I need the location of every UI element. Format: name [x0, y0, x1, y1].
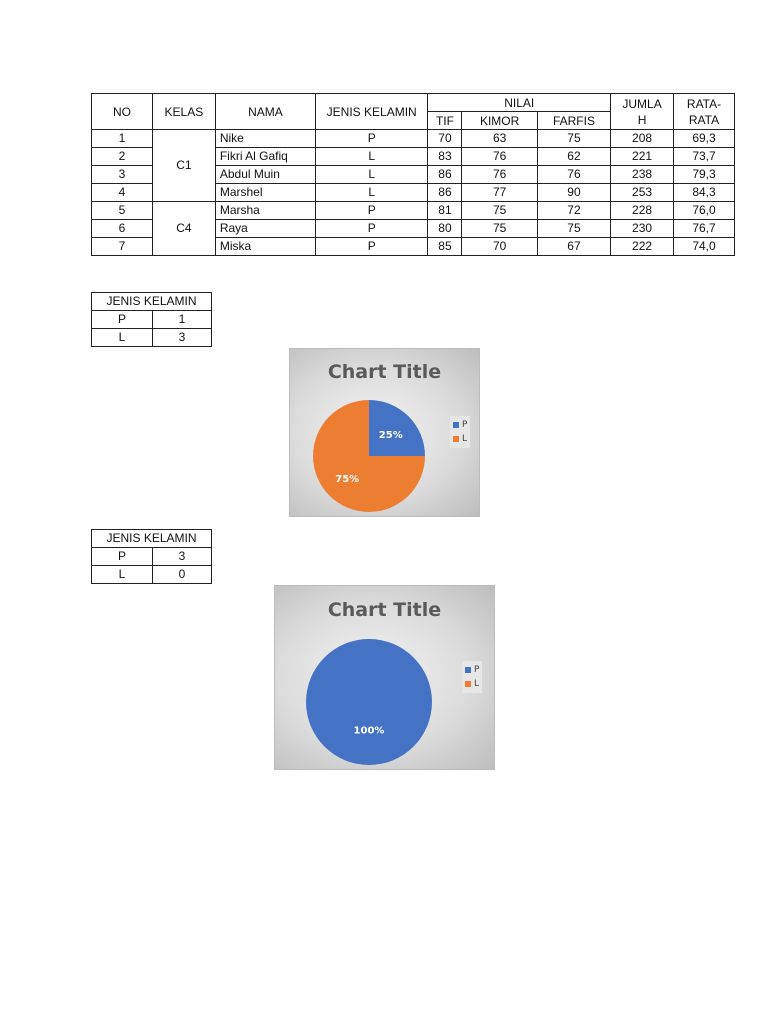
legend-label: L — [462, 434, 468, 444]
cell-nama: Marshel — [215, 184, 315, 202]
cell-nama: Nike — [215, 130, 315, 148]
cell-no: 7 — [92, 238, 153, 256]
legend-entry — [465, 677, 479, 691]
cell-farfis: 75 — [537, 220, 610, 238]
pie-data-label: 100% — [353, 725, 385, 737]
cell-rata-rata: 79,3 — [674, 166, 735, 184]
legend-label: P — [474, 665, 480, 675]
cell-nama: Raya — [215, 220, 315, 238]
cell-kimor: 76 — [462, 166, 537, 184]
summary-value: 3 — [153, 329, 212, 347]
cell-kimor: 75 — [462, 202, 537, 220]
summary-row — [92, 566, 212, 584]
cell-rata-rata: 76,0 — [674, 202, 735, 220]
legend-entry — [453, 432, 467, 446]
table-row — [92, 130, 735, 148]
cell-rata-rata: 76,7 — [674, 220, 735, 238]
summary-header: JENIS KELAMIN — [92, 293, 212, 311]
cell-farfis: 67 — [537, 238, 610, 256]
cell-kimor: 63 — [462, 130, 537, 148]
legend-swatch — [453, 422, 459, 428]
cell-no: 4 — [92, 184, 153, 202]
cell-nama: Fikri Al Gafiq — [215, 148, 315, 166]
cell-tif: 83 — [428, 148, 462, 166]
cell-jenis-kelamin: P — [315, 220, 427, 238]
summary-label: L — [92, 329, 153, 347]
cell-nama: Abdul Muin — [215, 166, 315, 184]
header-tif: TIF — [428, 112, 462, 130]
header-nama: NAMA — [215, 94, 315, 130]
cell-tif: 81 — [428, 202, 462, 220]
summary-value: 1 — [153, 311, 212, 329]
cell-jumlah: 253 — [611, 184, 674, 202]
cell-kimor: 75 — [462, 220, 537, 238]
cell-no: 3 — [92, 166, 153, 184]
cell-jenis-kelamin: P — [315, 202, 427, 220]
cell-kimor: 76 — [462, 148, 537, 166]
header-farfis: FARFIS — [537, 112, 610, 130]
cell-rata-rata: 74,0 — [674, 238, 735, 256]
cell-kelas: C1 — [152, 130, 215, 202]
header-kimor: KIMOR — [462, 112, 537, 130]
pie-chart-1[interactable] — [289, 348, 480, 517]
cell-jenis-kelamin: P — [315, 238, 427, 256]
chart-legend — [462, 661, 482, 693]
header-jumlah: JUMLA H — [611, 94, 674, 130]
cell-farfis: 90 — [537, 184, 610, 202]
header-jenis-kelamin: JENIS KELAMIN — [315, 94, 427, 130]
cell-jumlah: 208 — [611, 130, 674, 148]
cell-no: 1 — [92, 130, 153, 148]
cell-jumlah: 221 — [611, 148, 674, 166]
chart-title: Chart Title — [327, 361, 442, 383]
cell-tif: 86 — [428, 184, 462, 202]
legend-swatch — [465, 681, 471, 687]
pie-slice-p[interactable] — [369, 400, 425, 456]
chart-title: Chart Title — [327, 599, 442, 621]
cell-farfis: 72 — [537, 202, 610, 220]
cell-farfis: 76 — [537, 166, 610, 184]
legend-swatch — [453, 436, 459, 442]
pie-slice-p[interactable] — [306, 639, 432, 765]
cell-rata-rata: 69,3 — [674, 130, 735, 148]
cell-rata-rata: 84,3 — [674, 184, 735, 202]
legend-label: L — [474, 679, 480, 689]
header-nilai: NILAI — [428, 94, 611, 112]
cell-tif: 70 — [428, 130, 462, 148]
cell-kelas: C4 — [152, 202, 215, 256]
cell-jumlah: 230 — [611, 220, 674, 238]
cell-jenis-kelamin: P — [315, 130, 427, 148]
header-no: NO — [92, 94, 153, 130]
pie-data-label: 75% — [335, 473, 360, 485]
cell-jumlah: 222 — [611, 238, 674, 256]
summary-value: 0 — [153, 566, 212, 584]
pie-chart-2[interactable] — [274, 585, 495, 770]
summary-row — [92, 548, 212, 566]
cell-jenis-kelamin: L — [315, 148, 427, 166]
legend-swatch — [465, 667, 471, 673]
cell-nama: Marsha — [215, 202, 315, 220]
cell-nama: Miska — [215, 238, 315, 256]
cell-jenis-kelamin: L — [315, 184, 427, 202]
legend-entry — [453, 418, 467, 432]
summary-header: JENIS KELAMIN — [92, 530, 212, 548]
summary-value: 3 — [153, 548, 212, 566]
cell-jumlah: 228 — [611, 202, 674, 220]
cell-farfis: 62 — [537, 148, 610, 166]
summary-row — [92, 329, 212, 347]
cell-tif: 86 — [428, 166, 462, 184]
cell-kimor: 77 — [462, 184, 537, 202]
cell-tif: 85 — [428, 238, 462, 256]
legend-label: P — [462, 420, 468, 430]
cell-kimor: 70 — [462, 238, 537, 256]
cell-tif: 80 — [428, 220, 462, 238]
summary-label: L — [92, 566, 153, 584]
cell-no: 2 — [92, 148, 153, 166]
legend-entry — [465, 663, 479, 677]
gender-summary-table-1 — [91, 292, 212, 347]
cell-jenis-kelamin: L — [315, 166, 427, 184]
gender-summary-table-2 — [91, 529, 212, 584]
cell-jumlah: 238 — [611, 166, 674, 184]
pie-data-label: 25% — [378, 430, 403, 442]
cell-no: 6 — [92, 220, 153, 238]
cell-farfis: 75 — [537, 130, 610, 148]
header-kelas: KELAS — [152, 94, 215, 130]
student-scores-table — [91, 93, 735, 256]
cell-no: 5 — [92, 202, 153, 220]
summary-label: P — [92, 311, 153, 329]
chart-legend — [450, 416, 470, 448]
summary-row — [92, 311, 212, 329]
header-rata-rata: RATA- RATA — [674, 94, 735, 130]
summary-label: P — [92, 548, 153, 566]
table-row — [92, 202, 735, 220]
cell-rata-rata: 73,7 — [674, 148, 735, 166]
